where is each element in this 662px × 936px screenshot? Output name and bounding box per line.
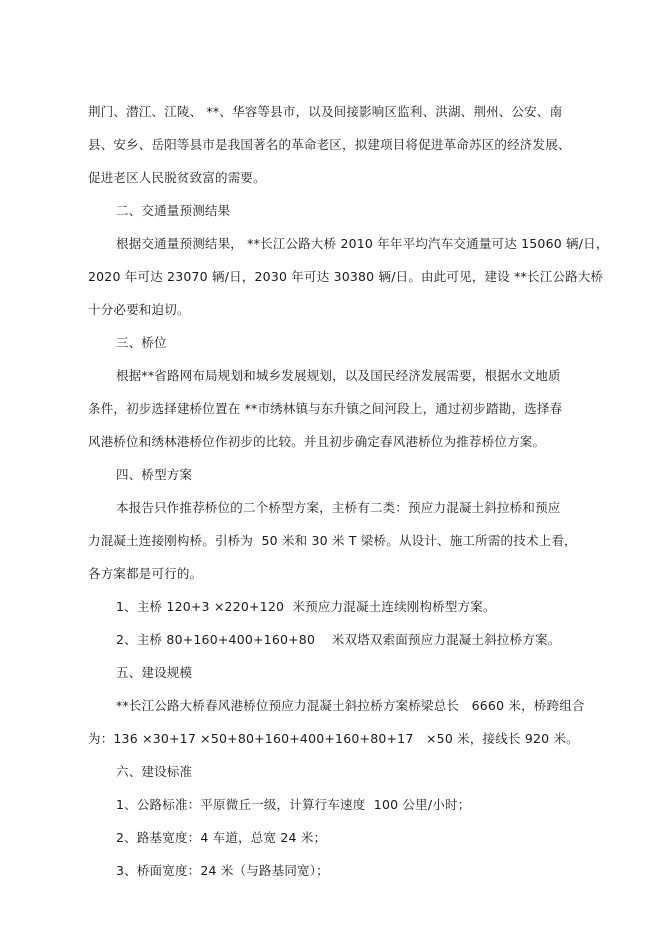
- text-line: 条件，初步选择建桥位置在 **市绣林镇与东升镇之间河段上，通过初步踏勘，选择春: [88, 401, 563, 416]
- text-line: 县、安乡、岳阳等县市是我国著名的革命老区，拟建项目将促进革命苏区的经济发展、: [88, 137, 571, 152]
- text-line: **长江公路大桥春风港桥位预应力混凝土斜拉桥方案桥梁总长 6660 米，桥跨组合: [116, 698, 585, 713]
- section-heading: 三、桥位: [116, 335, 167, 350]
- text-line: 为：136 ×30+17 ×50+80+160+400+160+80+17 ×50 米，接线长 920 米。: [88, 731, 579, 746]
- list-item: 2、主桥 80+160+400+160+80 米双塔双索面预应力混凝土斜拉桥方案。: [116, 632, 561, 647]
- text-line: 力混凝土连接刚构桥。引桥为 50 米和 30 米 T 梁桥。从设计、施工所需的技术上看，: [88, 533, 577, 548]
- text-line: 本报告只作推荐桥位的二个桥型方案，主桥有二类：预应力混凝土斜拉桥和预应: [116, 500, 561, 515]
- list-item: 1、主桥 120+3 ×220+120 米预应力混凝土连续刚构桥型方案。: [116, 599, 496, 614]
- section-heading: 四、桥型方案: [116, 467, 193, 482]
- list-item: 3、桥面宽度：24 米（与路基同宽）；: [116, 863, 329, 878]
- list-item: 1、公路标准：平原微丘一级，计算行车速度 100 公里/小时；: [116, 797, 471, 812]
- text-line: 根据**省路网布局规划和城乡发展规划，以及国民经济发展需要，根据水文地质: [116, 368, 561, 383]
- text-line: 2020 年可达 23070 辆/日，2030 年可达 30380 辆/日。由此可见，建设 **长江公路大桥: [88, 269, 604, 284]
- text-line: 十分必要和迫切。: [88, 302, 190, 317]
- text-line: 各方案都是可行的。: [88, 566, 203, 581]
- section-heading: 二、交通量预测结果: [116, 203, 231, 218]
- section-heading: 五、建设规模: [116, 665, 193, 680]
- text-line: 根据交通量预测结果， **长江公路大桥 2010 年年平均汽车交通量可达 15060 辆/日，: [116, 236, 609, 251]
- text-line: 荆门、潜江、江陵、 **、华容等县市，以及间接影响区监利、洪湖、荆州、公安、南: [88, 104, 563, 119]
- text-line: 促进老区人民脱贫致富的需要。: [88, 170, 266, 185]
- text-line: 风港桥位和绣林港桥位作初步的比较。并且初步确定春风港桥位为推荐桥位方案。: [88, 434, 546, 449]
- list-item: 2、路基宽度：4 车道，总宽 24 米；: [116, 830, 327, 845]
- section-heading: 六、建设标准: [116, 764, 193, 779]
